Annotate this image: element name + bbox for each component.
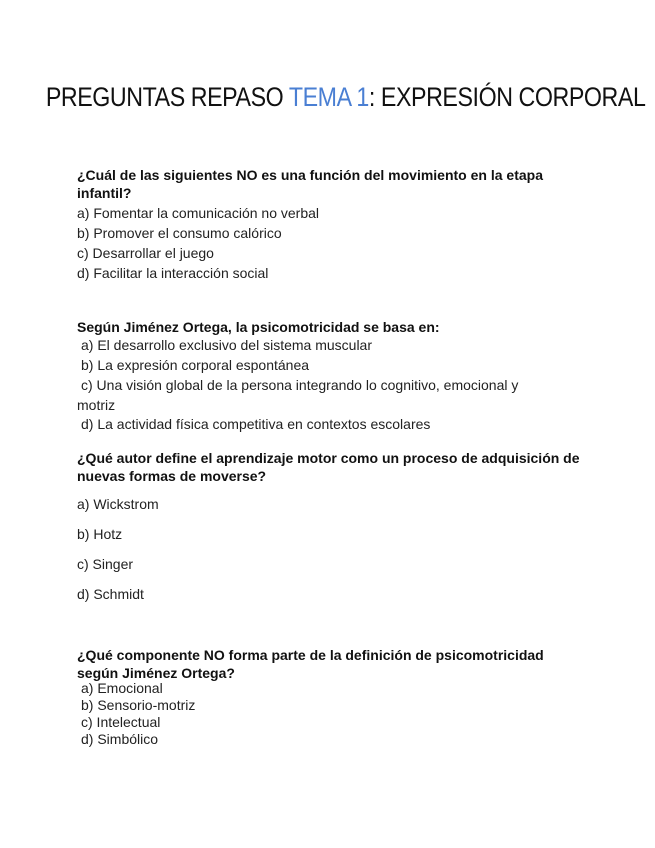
title-part2: : EXPRESIÓN CORPORAL — [368, 82, 646, 112]
question-1-option-b: b) Promover el consumo calórico — [77, 225, 282, 241]
question-1: ¿Cuál de las siguientes NO es una función del movimiento en la etapa infantil? — [77, 167, 543, 201]
question-1-option-c: c) Desarrollar el juego — [77, 245, 214, 261]
question-3-option-a: a) Wickstrom — [77, 496, 159, 512]
question-3-option-b: b) Hotz — [77, 526, 123, 542]
question-4: ¿Qué componente NO forma parte de la definición de psicomotricidad según Jiménez Ortega? — [77, 647, 544, 681]
title-part1: PREGUNTAS REPASO — [45, 82, 289, 112]
question-3-option-d: d) Schmidt — [77, 586, 144, 602]
question-2-option-c: c) Una visión global de la persona integrando lo cognitivo, emocional y motriz — [77, 377, 519, 413]
title-accent: TEMA 1 — [288, 82, 369, 112]
question-4-option-a: a) Emocional — [81, 680, 163, 696]
page-title — [45, 82, 646, 113]
question-4-option-d: d) Simbólico — [81, 731, 159, 747]
question-2-option-d: d) La actividad física competitiva en contextos escolares — [81, 416, 431, 432]
question-4-option-b: b) Sensorio-motriz — [81, 697, 196, 713]
question-4-option-c: c) Intelectual — [81, 714, 161, 730]
question-2-option-a: a) El desarrollo exclusivo del sistema muscular — [81, 337, 372, 353]
question-2-option-b: b) La expresión corporal espontánea — [81, 357, 310, 373]
question-1-option-d: d) Facilitar la interacción social — [77, 265, 269, 281]
question-3: ¿Qué autor define el aprendizaje motor como un proceso de adquisición de nuevas formas de moverse? — [77, 450, 580, 484]
question-1-option-a: a) Fomentar la comunicación no verbal — [77, 205, 320, 221]
question-2: Según Jiménez Ortega, la psicomotricidad se basa en: — [77, 319, 440, 335]
question-3-option-c: c) Singer — [77, 556, 134, 572]
